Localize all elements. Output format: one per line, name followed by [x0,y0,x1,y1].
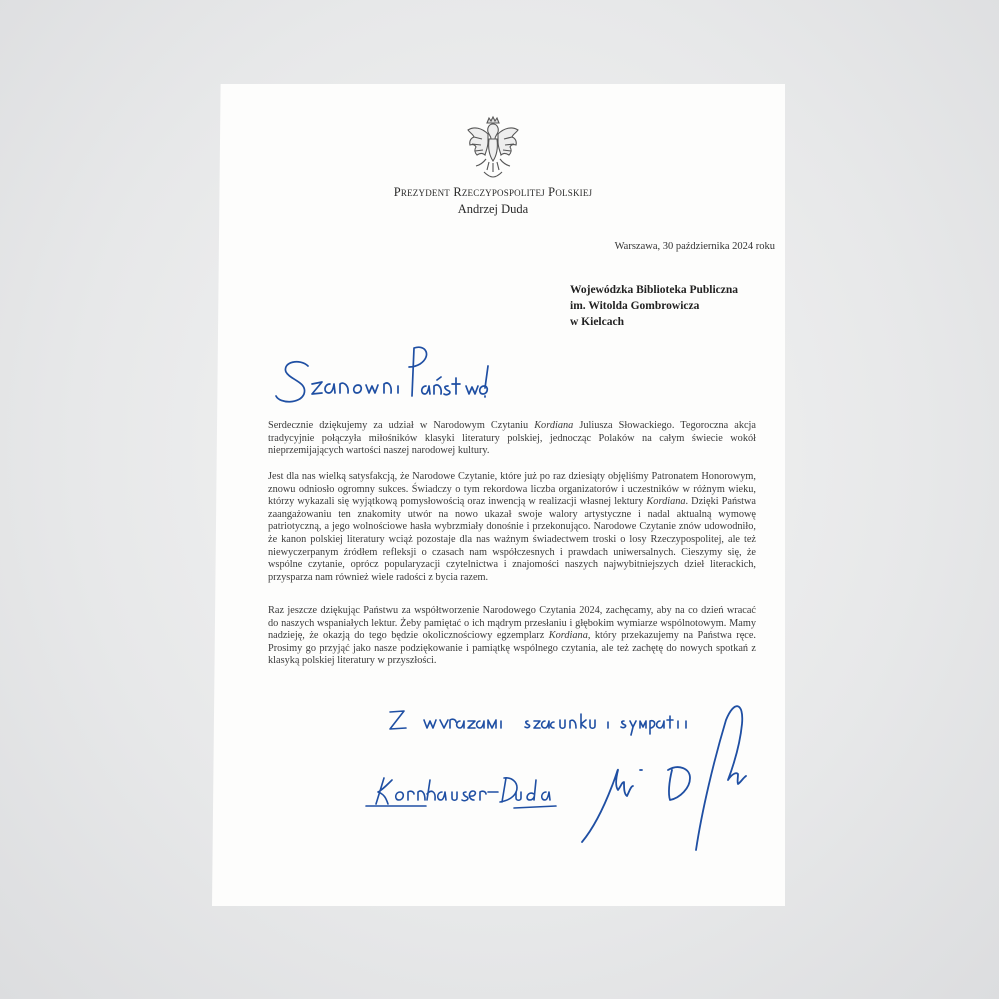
president-name: Andrzej Duda [457,202,529,216]
body-paragraph-3 [268,605,756,668]
body-paragraph-3-text-b: , który przekazujemy na Państwa ręce. Prosimy go przyjąć jako nasze podziękowanie i pamiątkę wspólnego czytania, ale też zachętę do nowych spotkań z klasyką polskiej literatury w przyszłości. [268,630,757,667]
body-paragraph-3-text-a: Raz jeszcze dziękując Państwu za współtworzenie Narodowego Czytania 2024, zachęcamy, aby na co dzień wracać do naszych wspaniałych lektur. Żeby pamiętać o ich mądrym przesłaniu i głębokim wymiarze wspólnotowym. Mamy nadzieję, że okazją do tego będzie okolicznościowy egzemplarz [268,605,756,642]
recipient-line-3: w Kielcach [570,316,624,328]
place-date: Warszawa, 30 października 2024 roku [614,241,775,252]
body-paragraph-2 [268,471,756,584]
body-paragraph-1-text-a: Serdecznie dziękujemy za udział w Narodowym Czytaniu [268,420,535,431]
letterhead-office [360,184,626,218]
body-paragraph-2-text-a: Jest dla nas wielką satysfakcją, że Narodowe Czytanie, które już po raz dziesiąty objęliśmy Patronatem Honorowym, znowu odniosło ogromny sukces. Świadczy o tym rekordowa liczba organizatorów i uczestników w różnym wieku, którzy wykazali się wyjątkową pomysłowością oraz inwencją w realizacji własnej lektury [268,471,756,508]
signature-left [364,770,560,812]
body-paragraph-1-text-b: Juliusza Słowackiego. Tegoroczna akcja tradycyjnie połączyła miłośników klasyki literatury polskiej, jednocząc Polaków na całym świecie wokół nieprzemijających wartości naszej narodowej kultury. [268,420,756,457]
recipient-address [570,282,780,330]
body-paragraph-2-text-b: . Dzięki Państwa zaangażowaniu ten znakomity utwór na nowo ukazał swoje walory artystyczne i nadal aktualną wymowę patriotyczną, a jego wolnościowe hasła wybrzmiały donośnie i przekonująco. Narodowe Czytanie znów udowodniło, że kanon polskiej literatury wciąż pozostaje dla nas ważnym świadectwem troski o losy Rzeczypospolitej, ale też niewyczerpanym źródłem refleksji o czasach nam współczesnych i prawdach uniwersalnych. Cieszymy się, że wspólne czytanie, oprócz popularyzacji czytelnictwa i znajomości naszych najwybitniejszych dzieł literackich, przysparza nam również wiele radości z bycia razem. [268,496,756,583]
body-paragraph-1 [268,420,756,458]
handwritten-salutation [274,344,494,414]
recipient-line-2: im. Witolda Gombrowicza [570,300,700,312]
white-eagle-emblem-icon [462,114,524,184]
recipient-line-1: Wojewódzka Biblioteka Publiczna [570,284,739,296]
book-title: Kordiana [534,420,574,431]
book-title: Kordiana [548,630,588,642]
office-title: Prezydent Rzeczypospolitej Polskiej [393,185,593,199]
signature-right [580,700,770,852]
book-title: Kordiana [646,496,686,508]
